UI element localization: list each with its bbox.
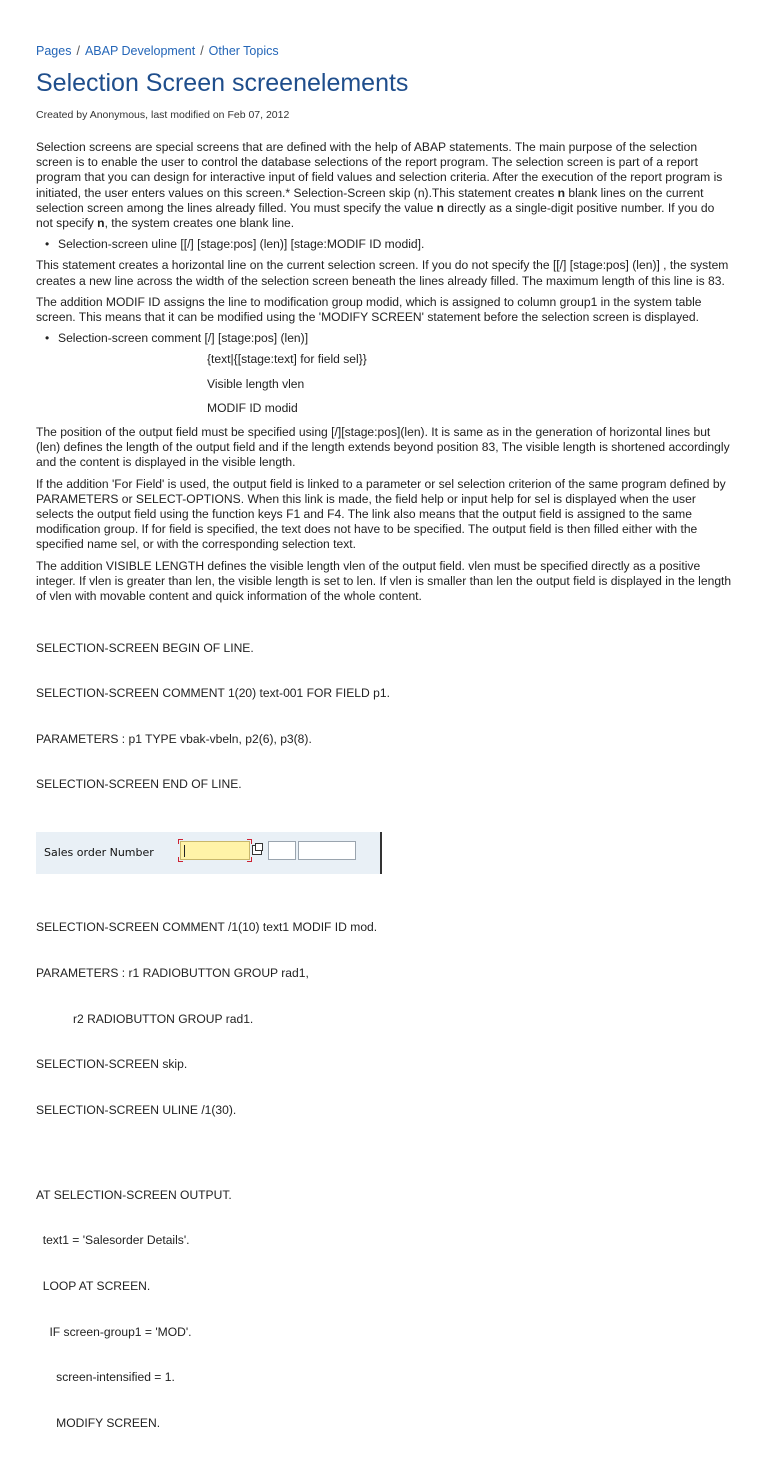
code-line: SELECTION-SCREEN COMMENT /1(10) text1 MODIF ID mod.	[36, 920, 378, 935]
code-line: SELECTION-SCREEN ULINE /1(30).	[36, 1102, 237, 1117]
code-line: MODIFY SCREEN.	[36, 1415, 161, 1430]
code-line: SELECTION-SCREEN BEGIN OF LINE.	[36, 640, 254, 655]
value-help-icon	[252, 845, 262, 855]
code-line: LOOP AT SCREEN.	[36, 1279, 151, 1294]
intro-text-e: , the system creates one blank line.	[104, 216, 295, 231]
focus-corner-marker	[247, 857, 252, 862]
intro-text-c: blank lines on the current selection screen among the lines already filled. You must specify the value	[36, 185, 704, 215]
sales-order-number-label: Sales order Number	[44, 846, 154, 860]
page-content	[36, 140, 733, 1461]
code-line: AT SELECTION-SCREEN OUTPUT.	[36, 1187, 232, 1202]
bullet-comment: • Selection-screen comment [/] [stage:pos] (len)]	[58, 331, 733, 346]
position-paragraph: The position of the output field must be specified using [/][stage:pos](len). It is same as in the generation of horizontal lines but (len) defines the length of the output field and if the length extends beyond position 83, The visible length is shortened accordingly and the content is displayed in the visible length.	[36, 425, 730, 470]
focus-corner-marker	[247, 839, 252, 844]
breadcrumb-separator: /	[76, 44, 80, 58]
text-cursor	[184, 845, 185, 857]
p2-input	[268, 841, 296, 860]
code-line: text1 = 'Salesorder Details'.	[36, 1233, 190, 1248]
breadcrumb-other-topics-link[interactable]: Other Topics	[208, 44, 279, 58]
code-line: IF screen-group1 = 'MOD'.	[36, 1324, 192, 1339]
intro-bold-n: n	[436, 200, 445, 215]
code-line: SELECTION-SCREEN COMMENT 1(20) text-001 FOR FIELD p1.	[36, 686, 390, 701]
intro-paragraph	[36, 140, 733, 231]
code-line: SELECTION-SCREEN END OF LINE.	[36, 777, 242, 792]
code-line: PARAMETERS : r1 RADIOBUTTON GROUP rad1,	[36, 966, 309, 981]
code-line: PARAMETERS : p1 TYPE vbak-vbeln, p2(6), p3(8).	[36, 731, 312, 746]
breadcrumb-pages-link[interactable]: Pages	[36, 44, 72, 58]
syntax-visible-length: Visible length vlen	[207, 376, 305, 391]
bullet-uline: • Selection-screen uline [[/] [stage:pos] (len)] [stage:MODIF ID modid].	[58, 237, 733, 252]
modif-id-paragraph: The addition MODIF ID assigns the line to modification group modid, which is assigned to column group1 in the system table screen. This means that it can be modified using the 'MODIFY SCREEN' statement before the selection screen is displayed.	[36, 294, 702, 325]
breadcrumb-separator: /	[200, 44, 204, 58]
code-block-at-selection-screen-output	[36, 1157, 733, 1461]
p3-input	[298, 841, 356, 860]
code-block-comment-radiobuttons	[36, 890, 733, 1148]
intro-bold-n: n	[557, 185, 566, 200]
for-field-paragraph: If the addition 'For Field' is used, the output field is linked to a parameter or sel selection criterion of the same program defined by PARAMETERS or SELECT-OPTIONS. When this link is made, the field help or input help for sel is displayed when the user selects the output field using the function keys F1 and F4. The link also means that the output field is assigned to the same modification group. If for field is specified, the text does not have to be specified. The output field is then filled either with the specified name sel, or with the corresponding selection text.	[36, 476, 726, 552]
code-block-begin-of-line	[36, 610, 733, 823]
breadcrumb-abap-development-link[interactable]: ABAP Development	[84, 44, 196, 58]
bullet-list-uline	[36, 237, 733, 252]
sales-order-number-input	[180, 841, 250, 860]
code-line: screen-intensified = 1.	[36, 1370, 175, 1385]
visible-length-paragraph: The addition VISIBLE LENGTH defines the visible length vlen of the output field. vlen must be specified directly as a positive integer. If vlen is greater than len, the visible length is set to len. If vlen is smaller than len the output field is displayed in the length of vlen with movable content and quick information of the whole content.	[36, 558, 732, 604]
syntax-modif-id: MODIF ID modid	[207, 400, 298, 415]
code-line: SELECTION-SCREEN skip.	[36, 1057, 188, 1072]
bullet-list-comment	[36, 331, 733, 346]
syntax-text-option: {text|{[stage:text] for field sel}}	[207, 352, 367, 367]
intro-bold-n: n	[97, 216, 105, 231]
breadcrumb	[36, 0, 733, 59]
intro-text-d: directly as a single-digit positive number. If you do not specify	[36, 200, 715, 231]
page-title: Selection Screen screenelements	[36, 69, 409, 97]
selection-screen-screenshot	[36, 832, 382, 874]
page-metadata: Created by Anonymous, last modified on Feb 07, 2012	[36, 109, 290, 121]
uline-paragraph: This statement creates a horizontal line on the current selection screen. If you do not specify the [[/] [stage:pos] (len)] , the system creates a new line across the width of the selection screen beneath the lines already filled. The maximum length of this line is 83.	[36, 258, 729, 288]
intro-text-a: Selection screens are special screens that are defined with the help of ABAP statements. The main purpose of the selection screen is to enable the user to control the database selections of the report program. The selection screen is part of a report program that you can design for interactive input of field values and selection criteria. After the execution of the report program is initiated, the user enters values on this screen.* Selection-Screen skip (n).This statement creates	[36, 140, 723, 200]
code-line: r2 RADIOBUTTON GROUP rad1.	[36, 1011, 254, 1026]
